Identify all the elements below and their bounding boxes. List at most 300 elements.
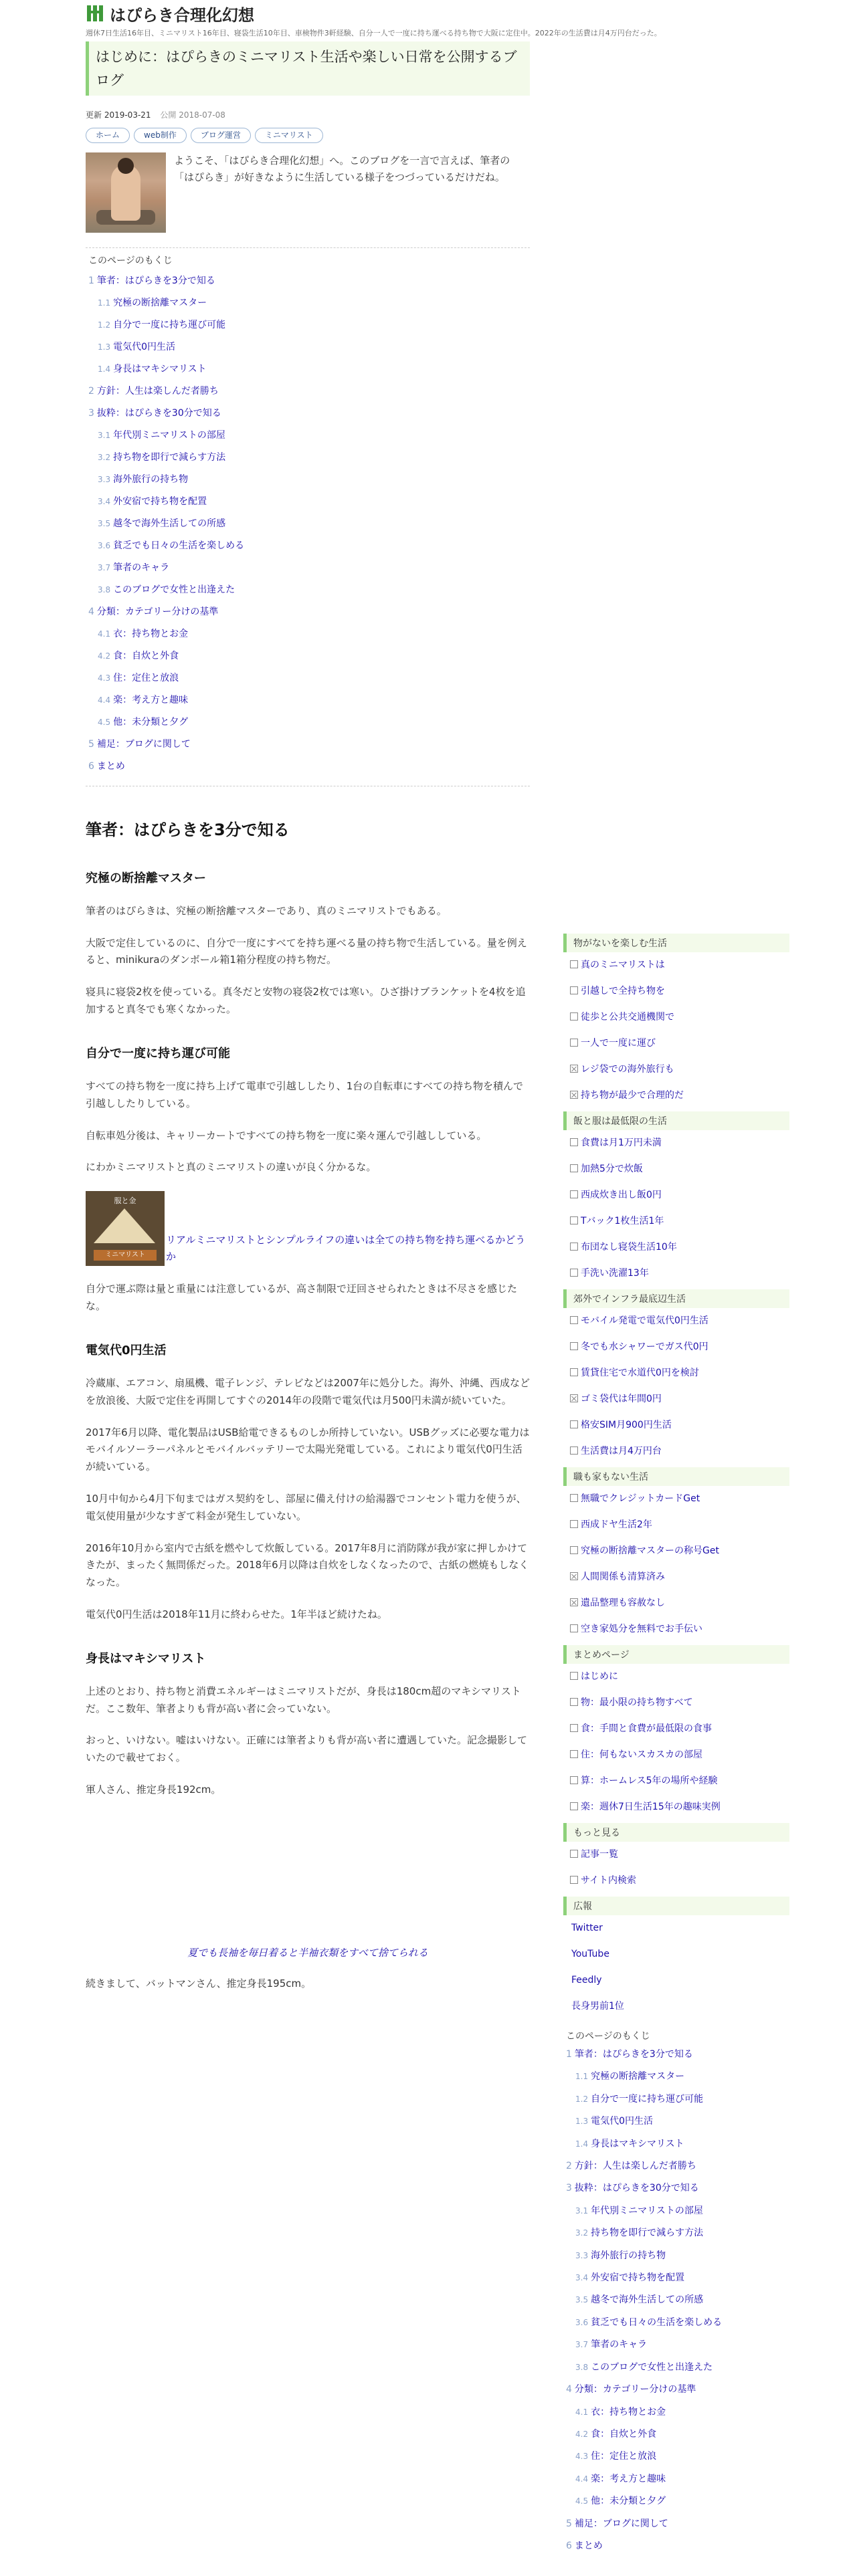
toc-item[interactable] — [566, 2245, 787, 2267]
toc-number: 6 — [566, 2540, 572, 2551]
square-bullet-icon — [570, 1802, 578, 1810]
toc-link[interactable]: 越冬で海外生活しての所感 — [113, 518, 226, 529]
related-thumbnail[interactable]: 服と金 ミニマリスト — [86, 1191, 165, 1266]
toc-title: このページのもくじ — [566, 2031, 650, 2042]
toc-link[interactable]: 自分で一度に持ち運び可能 — [113, 319, 226, 330]
widget-link[interactable] — [563, 1994, 789, 2020]
widget-link[interactable] — [563, 1742, 789, 1768]
sidebar-toc — [563, 2024, 789, 2563]
toc-item[interactable] — [88, 601, 527, 623]
toc-link[interactable]: 外安宿で持ち物を配置 — [113, 496, 207, 507]
toc-number: 1.3 — [575, 2117, 589, 2127]
square-bullet-icon — [570, 1520, 578, 1528]
widget-link[interactable] — [563, 1308, 789, 1334]
toc-item[interactable] — [88, 667, 527, 689]
subsection-heading: 身長はマキシマリスト — [86, 1651, 206, 1666]
paragraph: 筆者のはぴらきは、究極の断捨離マスターであり、真のミニマリストでもある。 — [86, 904, 447, 917]
toc-item[interactable] — [566, 2111, 787, 2133]
square-bullet-icon — [570, 1750, 578, 1758]
widget-link-text[interactable]: 長身男前1位 — [571, 2001, 624, 2012]
toc-number: 2 — [566, 2161, 572, 2172]
widget-link[interactable] — [563, 1156, 789, 1182]
widget-title: 物がないを楽しむ生活 — [563, 934, 789, 952]
toc-link[interactable]: このブログで女性と出逢えた — [113, 584, 235, 595]
widget-list — [563, 1915, 789, 2020]
toc-number: 3.3 — [98, 474, 111, 484]
square-bullet-icon — [570, 1216, 578, 1224]
widget-link-text[interactable]: 冬でも水シャワーでガス代0円 — [581, 1341, 708, 1352]
square-bullet-icon — [570, 1672, 578, 1680]
toc-item[interactable] — [566, 2155, 787, 2177]
toc-link[interactable]: 分類：カテゴリー分けの基準 — [96, 606, 219, 617]
square-bullet-icon — [570, 1243, 578, 1251]
widget-link-text[interactable]: モバイル発電で電気代0円生活 — [581, 1315, 708, 1326]
widget-title: 広報 — [563, 1897, 789, 1915]
widget-link-text[interactable]: 食：手間と食費が最低限の食事 — [581, 1723, 712, 1734]
toc-number: 3.2 — [575, 2228, 589, 2238]
square-bullet-icon — [570, 986, 578, 994]
toc-item[interactable] — [566, 2357, 787, 2379]
toc-link[interactable]: 電気代0円生活 — [591, 2116, 654, 2127]
toc-link[interactable]: 海外旅行の持ち物 — [113, 473, 189, 485]
toc-number: 1.1 — [98, 298, 111, 308]
toc-link[interactable]: 食：自炊と外食 — [591, 2428, 657, 2440]
toc-item[interactable] — [566, 2289, 787, 2311]
intro-text: ようこそ、「はぴらき合理化幻想」へ。このブログを一言で言えば、筆者の「はぴらき」が好きなように生活している様子をつづっているだけだね。 — [174, 154, 510, 183]
square-bullet-icon — [570, 1850, 578, 1858]
square-bullet-icon — [570, 1316, 578, 1324]
toc-number: 1.4 — [575, 2139, 589, 2149]
widget-link[interactable] — [563, 1590, 789, 1616]
widget-link[interactable] — [563, 1486, 789, 1512]
toc-item[interactable] — [566, 2312, 787, 2334]
related-link-text[interactable]: リアルミニマリストとシンプルライフの違いは全ての持ち物を持ち運べるかどうか — [166, 1233, 526, 1263]
square-bullet-icon — [570, 1698, 578, 1706]
widget-link[interactable] — [563, 1057, 789, 1083]
widget-link-text[interactable]: 西成ドヤ生活2年 — [581, 1519, 652, 1530]
toc-item[interactable] — [566, 2535, 787, 2557]
toc-item[interactable] — [88, 469, 527, 491]
widget-link[interactable] — [563, 1664, 789, 1690]
toc-link[interactable]: 食：自炊と外食 — [113, 650, 179, 661]
widget-link-text[interactable]: 記事一覧 — [581, 1849, 618, 1860]
toc-number: 1.2 — [98, 320, 111, 330]
square-bullet-icon — [570, 1724, 578, 1732]
widget-link[interactable] — [563, 1182, 789, 1208]
widget-link[interactable] — [563, 1130, 789, 1156]
toc-number: 4.4 — [575, 2474, 589, 2484]
toc-number: 3 — [566, 2183, 572, 2194]
toc-list — [88, 270, 527, 778]
toc-item[interactable] — [88, 712, 527, 734]
toc-item[interactable] — [88, 756, 527, 778]
toc-link[interactable]: 究極の断捨離マスター — [113, 297, 207, 308]
toc-number: 3.7 — [575, 2340, 589, 2350]
toc-number: 6 — [88, 760, 94, 772]
paragraph: 続きまして、バットマンさん、推定身長195cm。 — [86, 1977, 312, 1990]
toc-item[interactable] — [88, 645, 527, 667]
widget-title: 飯と服は最低限の生活 — [563, 1111, 789, 1130]
widget-link-text[interactable]: Twitter — [571, 1923, 603, 1933]
widget-link-text[interactable]: 真のミニマリストは — [581, 960, 665, 970]
toc-link[interactable]: 住：定住と放浪 — [113, 672, 179, 683]
broken-image-icon — [570, 1598, 578, 1606]
toc-link[interactable]: 電気代0円生活 — [113, 341, 176, 352]
toc-link[interactable]: 年代別ミニマリストの部屋 — [113, 429, 225, 441]
toc-link[interactable]: 抜粋：はぴらきを30分で知る — [574, 2183, 699, 2194]
image-placeholder — [86, 1799, 530, 1939]
widget-list — [563, 952, 789, 1109]
paragraph: にわかミニマリストと真のミニマリストの違いが良く分かるな。 — [86, 1161, 377, 1174]
widget-link-text[interactable]: 賃貸住宅で水道代0円を検討 — [581, 1368, 699, 1378]
toc-link[interactable]: 住：定住と放浪 — [591, 2451, 657, 2462]
toc-item[interactable] — [88, 535, 527, 557]
square-bullet-icon — [570, 1269, 578, 1277]
widget-link-text[interactable]: 一人で一度に運び — [581, 1038, 656, 1049]
sidebar — [563, 931, 789, 2563]
published-date: 公開 2018-07-08 — [160, 110, 225, 120]
toc-link[interactable]: 衣：持ち物とお金 — [113, 628, 189, 639]
toc-item[interactable] — [566, 2177, 787, 2199]
widget-link[interactable] — [563, 1004, 789, 1031]
toc-link[interactable]: 外安宿で持ち物を配置 — [591, 2272, 685, 2284]
site-title-text[interactable]: はぴらき合理化幻想 — [110, 5, 254, 25]
widget-link-text[interactable]: サイト内検索 — [581, 1875, 637, 1886]
toc-number: 3.7 — [98, 562, 111, 572]
tag-home[interactable]: ホーム — [86, 128, 130, 143]
toc-number: 2 — [88, 385, 94, 397]
toc-item[interactable] — [88, 579, 527, 601]
widget-link-text[interactable]: 人間関係も清算済み — [581, 1572, 665, 1582]
site-logo-icon — [86, 4, 104, 23]
paragraph: 2016年10月から室内で古紙を燃やして炊飯している。2017年8月に消防隊が我が家に押しかけてきたが、まったく無問係だった。2018年6月以降は自炊をしなくなったので、古紙の燃焼もしなくなった。 — [86, 1541, 529, 1589]
widget-link-text[interactable]: 食費は月1万円未満 — [581, 1138, 662, 1148]
square-bullet-icon — [570, 960, 578, 968]
paragraph: 10月中旬から4月下旬まではガス契約をし、部屋に備え付けの給湯器でコンセント電力を使うが、電気使用量が少なすぎて料金が発生していない。 — [86, 1492, 527, 1522]
broken-image-icon — [570, 1572, 578, 1580]
toc-number: 4.2 — [98, 651, 111, 661]
toc-number: 3.5 — [98, 518, 111, 528]
widget-link[interactable] — [563, 1334, 789, 1360]
paragraph: 大阪で定住しているのに、自分で一度にすべてを持ち運べる量の持ち物で生活している。量を例えると、minikuraのダンボール箱1箱分程度の持ち物だ。 — [86, 936, 527, 966]
square-bullet-icon — [570, 1368, 578, 1376]
broken-image-icon — [570, 1065, 578, 1073]
widget-link-text[interactable]: 生活費は月4万円台 — [581, 1446, 662, 1457]
subsection-heading: 究極の断捨離マスター — [86, 871, 206, 885]
square-bullet-icon — [570, 1624, 578, 1632]
toc-number: 4.1 — [575, 2407, 589, 2417]
toc-number: 3 — [88, 407, 94, 419]
toc-item[interactable] — [88, 447, 527, 469]
subsection-heading: 電気代0円生活 — [86, 1343, 167, 1358]
related-article-link[interactable] — [86, 1191, 530, 1266]
breadcrumb-tags — [86, 128, 530, 143]
widget-link[interactable] — [563, 1083, 789, 1109]
toc-number: 4 — [566, 2384, 572, 2395]
toc-link[interactable]: 楽：考え方と趣味 — [113, 694, 189, 706]
section-heading: 筆者：はぴらきを3分で知る — [86, 820, 290, 839]
toc-link[interactable]: 筆者のキャラ — [113, 562, 170, 573]
toc-number: 3.6 — [575, 2317, 589, 2327]
widget-link-text[interactable]: 楽：週休7日生活15年の趣味実例 — [581, 1802, 721, 1812]
subsection-heading: 自分で一度に持ち運び可能 — [86, 1046, 230, 1061]
paragraph-link[interactable]: すべての持ち物を一度に持ち上げて電車で引越ししたり、1台の自転車にすべての持ち物を積んで引越ししたりしている。 — [86, 1080, 523, 1109]
toc-number: 3.3 — [575, 2250, 589, 2260]
toc-link[interactable]: 他：未分類と夕グ — [113, 716, 189, 728]
toc-item[interactable] — [88, 623, 527, 645]
widget-list — [563, 1308, 789, 1465]
updated-date: 更新 2019-03-21 — [86, 110, 151, 120]
square-bullet-icon — [570, 1012, 578, 1021]
toc-link[interactable]: まとめ — [96, 760, 125, 772]
toc-number: 4.1 — [98, 629, 111, 639]
widget-link-text[interactable]: 徒歩と公共交通機関で — [581, 1012, 674, 1023]
paragraph: 電気代0円生活は2018年11月に終わらせた。1年半ほど続けたね。 — [86, 1608, 387, 1620]
site-title[interactable] — [86, 0, 788, 27]
widget-link[interactable] — [563, 1512, 789, 1538]
widget-link-text[interactable]: 遺品整理も容赦なし — [581, 1598, 665, 1608]
widget-title: もっと見る — [563, 1823, 789, 1842]
toc-number: 1.4 — [98, 364, 111, 374]
widget-link[interactable] — [563, 1208, 789, 1235]
toc-item[interactable] — [566, 2066, 787, 2088]
toc-number: 3.1 — [98, 430, 111, 440]
widget-link[interactable] — [563, 1915, 789, 1941]
widget-link[interactable] — [563, 1438, 789, 1465]
toc-link[interactable]: 年代別ミニマリストの部屋 — [591, 2205, 703, 2216]
tag-minimalist[interactable]: ミニマリスト — [255, 128, 323, 143]
toc-item[interactable] — [88, 689, 527, 712]
square-bullet-icon — [570, 1164, 578, 1172]
square-bullet-icon — [570, 1190, 578, 1198]
toc-item[interactable] — [566, 2200, 787, 2222]
widget-list — [563, 1664, 789, 1820]
site-header — [86, 0, 788, 39]
paragraph-link[interactable]: 自転車処分後は、キャリーカートですべての持ち物を一度に楽々運んで引越ししている。 — [86, 1129, 487, 1142]
toc-item[interactable] — [88, 314, 527, 336]
widget-link-text[interactable]: 手洗い洗濯13年 — [581, 1268, 649, 1279]
widget-link-text[interactable]: 無職でクレジットカードGet — [581, 1493, 700, 1504]
table-of-contents — [86, 248, 530, 783]
toc-number: 4.2 — [575, 2429, 589, 2439]
toc-item[interactable] — [88, 513, 527, 535]
widget-link[interactable] — [563, 1941, 789, 1967]
toc-item[interactable] — [88, 491, 527, 513]
toc-link[interactable]: 身長はマキシマリスト — [113, 363, 207, 374]
widget-link[interactable] — [563, 978, 789, 1004]
toc-link[interactable]: 自分で一度に持ち運び可能 — [591, 2093, 704, 2105]
widget-list — [563, 1842, 789, 1894]
widget-link-text[interactable]: 究極の断捨離マスターの称号Get — [581, 1545, 719, 1556]
toc-link[interactable]: 越冬で海外生活しての所感 — [591, 2294, 704, 2306]
toc-item[interactable] — [566, 2424, 787, 2446]
widget-link[interactable] — [563, 1868, 789, 1894]
toc-number: 5 — [88, 738, 94, 750]
widget-link-text[interactable]: 算：ホームレス5年の場所や経験 — [581, 1776, 718, 1786]
paragraph: 軍人さん、推定身長192cm。 — [86, 1784, 221, 1796]
toc-link[interactable]: 補足：ブログに関して — [574, 2518, 668, 2529]
widget-link[interactable] — [563, 1235, 789, 1261]
toc-item[interactable] — [566, 2044, 787, 2066]
toc-item[interactable] — [88, 336, 527, 358]
widget-link-text[interactable]: YouTube — [571, 1949, 609, 1959]
toc-number: 4.5 — [98, 717, 111, 727]
widget-link[interactable] — [563, 1412, 789, 1438]
toc-number: 3.4 — [575, 2273, 589, 2283]
toc-link[interactable]: 衣：持ち物とお金 — [591, 2406, 666, 2418]
toc-item[interactable] — [566, 2446, 787, 2468]
intro-block — [86, 152, 530, 233]
widget-link-text[interactable]: 住：何もないスカスカの部屋 — [581, 1749, 702, 1760]
toc-item[interactable] — [566, 2379, 787, 2401]
widget-link[interactable] — [563, 1360, 789, 1386]
widget-link-text[interactable]: 物：最小限の持ち物すべて — [581, 1697, 693, 1708]
toc-number: 4.3 — [98, 673, 111, 683]
toc-link[interactable]: 抜粋：はぴらきを30分で知る — [96, 407, 221, 419]
widget-link[interactable] — [563, 1031, 789, 1057]
widget-link[interactable] — [563, 1768, 789, 1794]
widget-title: 郊外でインフラ最底辺生活 — [563, 1289, 789, 1308]
broken-image-icon — [570, 1091, 578, 1099]
square-bullet-icon — [570, 1776, 578, 1784]
toc-link[interactable]: 持ち物を即行で減らす方法 — [113, 451, 226, 463]
toc-link[interactable]: まとめ — [574, 2540, 603, 2551]
paragraph: 自分で運ぶ際は量と重量には注意しているが、高さ制限で迂回させられたときは不尽さを感じたな。 — [86, 1283, 518, 1312]
widget-link[interactable] — [563, 952, 789, 978]
toc-link[interactable]: 分類：カテゴリー分けの基準 — [574, 2384, 696, 2395]
widget-link[interactable] — [563, 1842, 789, 1868]
widget-title: まとめページ — [563, 1645, 789, 1664]
toc-item[interactable] — [566, 2133, 787, 2155]
toc-link[interactable]: 貧乏でも日々の生活を楽しめる — [113, 540, 245, 551]
article-meta — [86, 109, 530, 122]
widget-link-text[interactable]: 加熱5分で炊飯 — [581, 1164, 643, 1174]
toc-link[interactable]: 他：未分類と夕グ — [591, 2496, 666, 2507]
toc-number: 3.5 — [575, 2295, 589, 2305]
widget-link[interactable] — [563, 1616, 789, 1642]
widget-link-text[interactable]: レジ袋での海外旅行も — [581, 1064, 674, 1075]
square-bullet-icon — [570, 1138, 578, 1146]
toc-item[interactable] — [566, 2222, 787, 2244]
toc-list — [566, 2044, 787, 2557]
toc-number: 4.5 — [575, 2496, 589, 2506]
widget-link-text[interactable]: 引越しで全持ち物を — [581, 986, 665, 996]
toc-number: 4.4 — [98, 695, 111, 705]
toc-number: 1 — [88, 275, 94, 286]
toc-number: 5 — [566, 2518, 572, 2529]
toc-item[interactable] — [88, 425, 527, 447]
toc-item[interactable] — [566, 2490, 787, 2512]
site-tagline: 週休7日生活16年目、ミニマリスト16年目、寝袋生活10年目、車検物件3軒経験、自分一人で一度に持ち運べる持ち物で大阪に定住中。2022年の生活費は月4万円台だった。 — [86, 29, 662, 37]
widget-link[interactable] — [563, 1794, 789, 1820]
widget-link-text[interactable]: 空き家処分を無料でお手伝い — [581, 1624, 702, 1634]
toc-item[interactable] — [566, 2334, 787, 2356]
square-bullet-icon — [570, 1494, 578, 1502]
widget-link-text[interactable]: 西成炊き出し飯0円 — [581, 1190, 662, 1200]
widget-link[interactable] — [563, 1538, 789, 1564]
widget-link-text[interactable]: 持ち物が最少で合理的だ — [581, 1090, 684, 1101]
widget-list — [563, 1486, 789, 1642]
toc-link[interactable]: 筆者：はぴらきを3分で知る — [574, 2049, 693, 2060]
toc-item[interactable] — [566, 2401, 787, 2424]
widget-link-text[interactable]: 布団なし寝袋生活10年 — [581, 1242, 677, 1253]
toc-link[interactable]: 究極の断捨離マスター — [591, 2071, 685, 2082]
paragraph: 2017年6月以降、電化製品はUSB給電できるものしか所持していない。USBグッズに必要な電力はモバイルソーラーパネルとモバイルバッテリーで太陽光発電している。これにより電気代0円生活が続いている。 — [86, 1426, 530, 1473]
toc-item[interactable] — [88, 557, 527, 579]
widget-link[interactable] — [563, 1690, 789, 1716]
toc-link[interactable]: 方針：人生は楽しんだ者勝ち — [96, 385, 219, 397]
square-bullet-icon — [570, 1420, 578, 1428]
widget-link[interactable] — [563, 1564, 789, 1590]
widget-link-text[interactable]: Feedly — [571, 1975, 602, 1985]
toc-link[interactable]: 海外旅行の持ち物 — [591, 2250, 666, 2261]
widget-link-text[interactable]: ゴミ袋代は年間0円 — [581, 1394, 662, 1404]
widget-link[interactable] — [563, 1967, 789, 1994]
toc-link[interactable]: 方針：人生は楽しんだ者勝ち — [574, 2161, 696, 2172]
toc-item[interactable] — [88, 734, 527, 756]
toc-number: 3.4 — [98, 496, 111, 506]
paragraph: おっと、いけない。嘘はいけない。正確には筆者よりも背が高い者に遭遇していた。記念撮影していたので載せておく。 — [86, 1734, 528, 1764]
toc-number: 1.2 — [575, 2094, 589, 2104]
toc-link[interactable]: このブログで女性と出逢えた — [591, 2361, 713, 2373]
widget-link-text[interactable]: Tバック1枚生活1年 — [581, 1216, 664, 1226]
toc-number: 3.8 — [98, 584, 111, 595]
toc-link[interactable]: 筆者：はぴらきを3分で知る — [96, 275, 215, 286]
toc-link[interactable]: 貧乏でも日々の生活を楽しめる — [591, 2317, 723, 2328]
tag-blog[interactable]: ブログ運営 — [191, 128, 251, 143]
toc-number: 1.3 — [98, 342, 111, 352]
paragraph: 冷蔵庫、エアコン、扇風機、電子レンジ、テレビなどは2007年に処分した。海外、沖縄、西成などを放浪後、大阪で定住を再開してすぐの2014年の段階で電気代は月500円未満が続いていた。 — [86, 1376, 530, 1406]
image-caption-link[interactable]: 夏でも長袖を毎日着ると半袖衣類をすべて捨てられる — [187, 1946, 428, 1959]
widget-link[interactable] — [563, 1261, 789, 1287]
toc-item[interactable] — [88, 270, 527, 292]
author-photo — [86, 152, 166, 233]
toc-item[interactable] — [566, 2267, 787, 2289]
toc-item[interactable] — [88, 403, 527, 425]
widget-link-text[interactable]: 格安SIM月900円生活 — [581, 1420, 672, 1430]
toc-item[interactable] — [566, 2088, 787, 2111]
main-article — [86, 41, 530, 1993]
widget-link-text[interactable]: はじめに — [581, 1671, 618, 1682]
toc-number: 4 — [88, 606, 94, 617]
paragraph: 上述のとおり、持ち物と消費エネルギーはミニマリストだが、身長は180cm超のマキシマリストだ。ここ数年、筆者よりも背が高い者に会っていない。 — [86, 1685, 521, 1715]
toc-item[interactable] — [566, 2468, 787, 2490]
paragraph-link[interactable]: 寝具に寝袋2枚を使っている。真冬だと安物の寝袋2枚では寒い。ひざ掛けブランケットを4枚を追加すると真冬でも寒くなかった。 — [86, 986, 526, 1016]
square-bullet-icon — [570, 1039, 578, 1047]
toc-title: このページのもくじ — [88, 255, 173, 267]
toc-item[interactable] — [88, 358, 527, 381]
toc-number: 3.8 — [575, 2362, 589, 2372]
toc-link[interactable]: 持ち物を即行で減らす方法 — [591, 2228, 704, 2239]
widget-link[interactable] — [563, 1386, 789, 1412]
toc-item[interactable] — [88, 381, 527, 403]
square-bullet-icon — [570, 1342, 578, 1350]
toc-number: 3.2 — [98, 452, 111, 462]
tag-web[interactable]: web制作 — [134, 128, 187, 143]
broken-image-icon — [570, 1394, 578, 1402]
toc-link[interactable]: 筆者のキャラ — [591, 2339, 648, 2351]
article-title: はじめに：はぴらきのミニマリスト生活や楽しい日常を公開するブログ — [86, 41, 530, 96]
toc-item[interactable] — [88, 292, 527, 314]
toc-link[interactable]: 身長はマキシマリスト — [591, 2138, 684, 2149]
toc-number: 3.6 — [98, 540, 111, 550]
toc-link[interactable]: 楽：考え方と趣味 — [591, 2473, 666, 2484]
toc-item[interactable] — [566, 2513, 787, 2535]
toc-link[interactable]: 補足：ブログに関して — [96, 738, 191, 750]
widget-link[interactable] — [563, 1716, 789, 1742]
square-bullet-icon — [570, 1446, 578, 1455]
toc-number: 1 — [566, 2049, 572, 2060]
